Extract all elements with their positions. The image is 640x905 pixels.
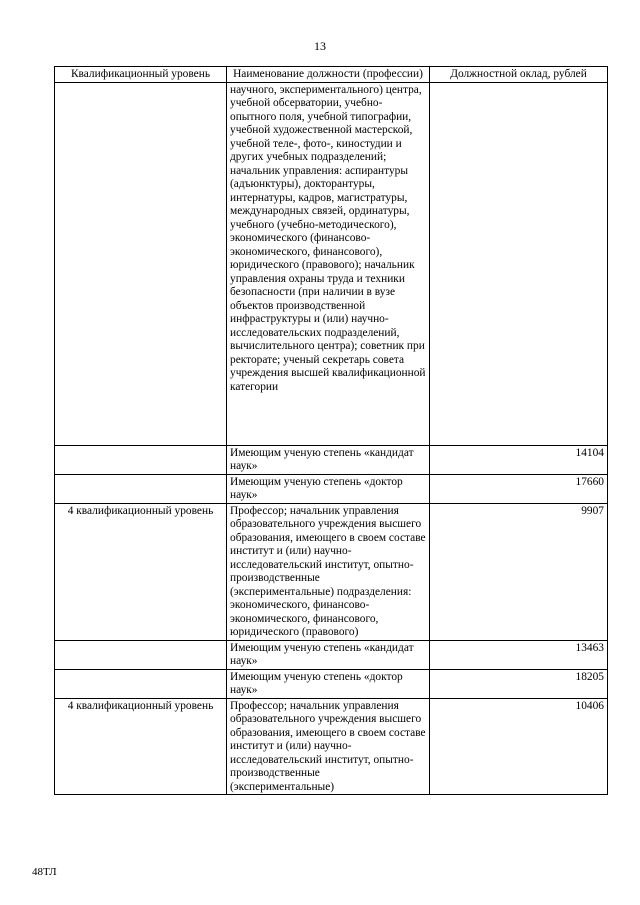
position-cell: Профессор; начальник управления образовательного учреждения высшего образования, имеющего в своем составе институт и (или) научно-исследовательский институт, опытно-производственные (экспериментальные) — [227, 698, 430, 795]
salary-cell: 10406 — [430, 698, 608, 795]
document-code: 48ТЛ — [32, 866, 57, 878]
position-cell: Имеющим ученую степень «кандидат наук» — [227, 445, 430, 474]
table-row — [55, 669, 608, 698]
salary-cell — [430, 82, 608, 445]
header-qualification-level: Квалификационный уровень — [55, 67, 227, 83]
salary-cell: 17660 — [430, 474, 608, 503]
table-row — [55, 82, 608, 445]
table-row — [55, 445, 608, 474]
level-cell — [55, 474, 227, 503]
salary-table — [54, 66, 608, 795]
position-cell: Имеющим ученую степень «кандидат наук» — [227, 640, 430, 669]
table-row — [55, 640, 608, 669]
salary-cell: 9907 — [430, 503, 608, 640]
table-row — [55, 503, 608, 640]
header-salary: Должностной оклад, рублей — [430, 67, 608, 83]
position-cell: научного, экспериментального) центра, учебной обсерватории, учебно-опытного поля, учебной типографии, учебной художественной мастерской, учебной теле-, фото-, киностудии и других учебных подразделений; начальник управления: аспирантуры (адъюнктуры), докторантуры, интернатуры, кадров, магистратуры, международных связей, ординатуры, учебного (учебно-методического), экономического (финансово-экономического, финансового), юридического (правового); начальник управления охраны труда и техники безопасности (при наличии в вузе объектов производственной инфраструктуры и (или) научно-исследовательских подразделений, вычислительного центра); советник при ректорате; ученый секретарь совета учреждения высшей квалификационной категории — [227, 82, 430, 445]
level-cell — [55, 669, 227, 698]
level-cell — [55, 82, 227, 445]
position-cell: Имеющим ученую степень «доктор наук» — [227, 474, 430, 503]
table-header-row — [55, 67, 608, 83]
salary-cell: 18205 — [430, 669, 608, 698]
salary-cell: 14104 — [430, 445, 608, 474]
level-cell — [55, 640, 227, 669]
position-cell: Имеющим ученую степень «доктор наук» — [227, 669, 430, 698]
position-cell: Профессор; начальник управления образовательного учреждения высшего образования, имеющего в своем составе институт и (или) научно-исследовательский институт, опытно-производственные (экспериментальные) подразделения: экономического, финансово-экономического, финансового, юридического (правового) — [227, 503, 430, 640]
level-cell — [55, 445, 227, 474]
level-cell: 4 квалификационный уровень — [55, 698, 227, 795]
table-row — [55, 474, 608, 503]
table-row — [55, 698, 608, 795]
level-cell: 4 квалификационный уровень — [55, 503, 227, 640]
page-number: 13 — [314, 39, 326, 53]
salary-cell: 13463 — [430, 640, 608, 669]
header-position-name: Наименование должности (профессии) — [227, 67, 430, 83]
